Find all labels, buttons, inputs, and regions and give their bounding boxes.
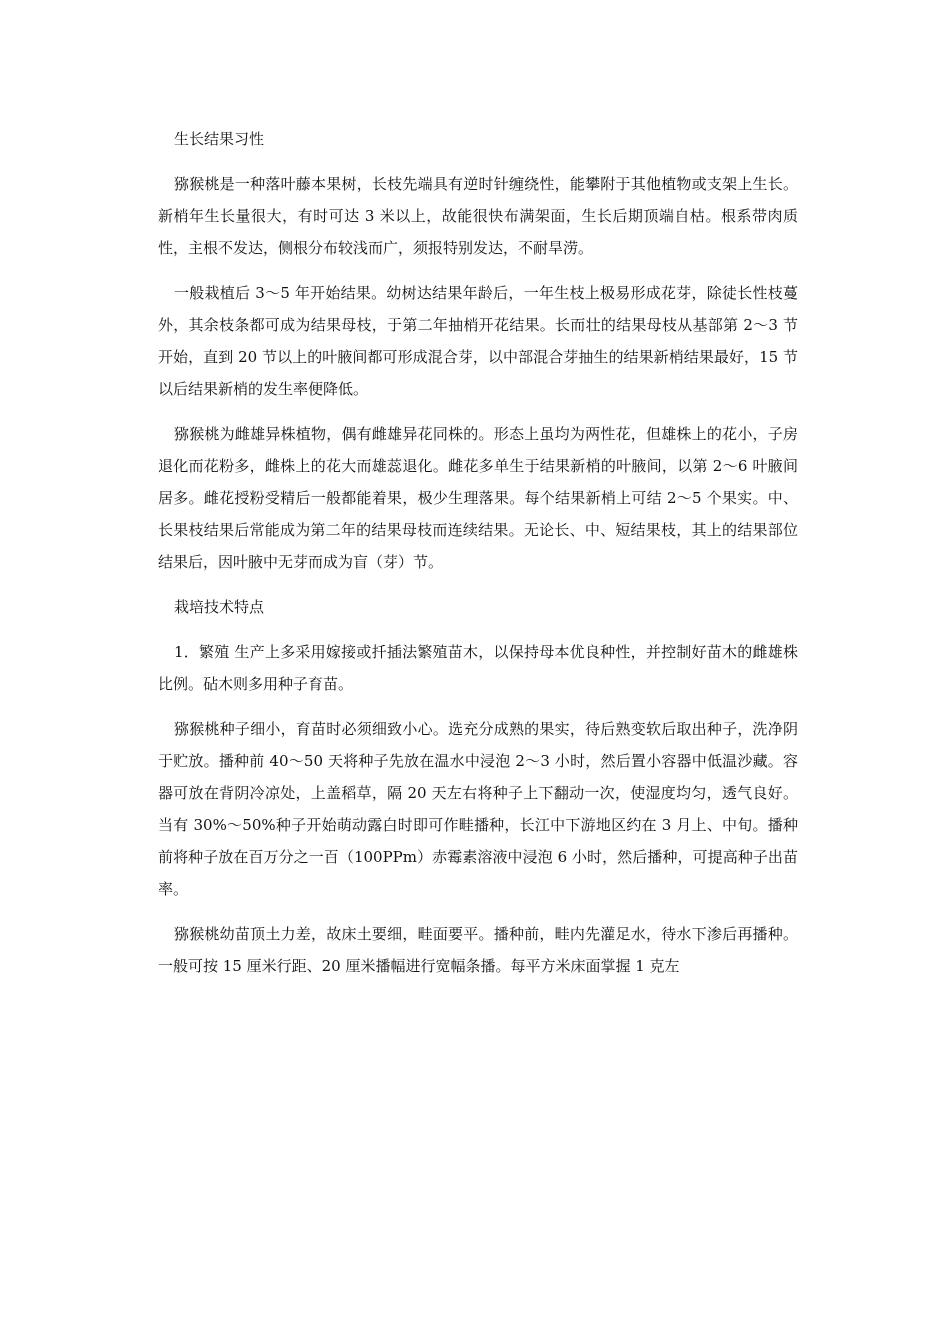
- paragraph: 猕猴桃幼苗顶土力差，故床土要细，畦面要平。播种前，畦内先灌足水，待水下渗后再播种。一般可按 15 厘米行距、20 厘米播幅进行宽幅条播。每平方米床面掌握 1 克左: [158, 925, 798, 975]
- document-page: [158, 123, 798, 995]
- paragraph: 猕猴桃种子细小，育苗时必须细致小心。选充分成熟的果实，待后熟变软后取出种子，洗净阴于贮放。播种前 40～50 天将种子先放在温水中浸泡 2～3 小时，然后置小容器中低温沙藏。容器可放在背阴冷凉处，上盖稻草，隔 20 天左右将种子上下翻动一次，使湿度均匀，透气良好。当有 30%～50%种子开始萌动露白时即可作畦播种，长江中下游地区约在 3 月上、中旬。播种前将种子放在百万分之一百（100PPm）赤霉素溶液中浸泡 6 小时，然后播种，可提高种子出苗率。: [158, 720, 798, 898]
- paragraph: 猕猴桃为雌雄异株植物，偶有雌雄异花同株的。形态上虽均为两性花，但雄株上的花小，子房退化而花粉多，雌株上的花大而雄蕊退化。雌花多单生于结果新梢的叶腋间，以第 2～6 叶腋间居多。雌花授粉受精后一般都能着果，极少生理落果。每个结果新梢上可结 2～5 个果实。中、长果枝结果后常能成为第二年的结果母枝而连续结果。无论长、中、短结果枝，其上的结果部位结果后，因叶腋中无芽而成为盲（芽）节。: [158, 425, 798, 571]
- paragraph: 一般栽植后 3～5 年开始结果。幼树达结果年龄后，一年生枝上极易形成花芽，除徒长性枝蔓外，其余枝条都可成为结果母枝，于第二年抽梢开花结果。长而壮的结果母枝从基部第 2～3 节开始，直到 20 节以上的叶腋间都可形成混合芽，以中部混合芽抽生的结果新梢结果最好，15 节以后结果新梢的发生率便降低。: [158, 284, 798, 398]
- section-heading: 生长结果习性: [174, 130, 265, 148]
- paragraph: 1．繁殖 生产上多采用嫁接或扦插法繁殖苗木，以保持母本优良种性，并控制好苗木的雌雄株比例。砧木则多用种子育苗。: [158, 643, 798, 693]
- paragraph: 猕猴桃是一种落叶藤本果树，长枝先端具有逆时针缠绕性，能攀附于其他植物或支架上生长。新梢年生长量很大，有时可达 3 米以上，故能很快布满架面，生长后期顶端自枯。根系带肉质性，主根不发达，侧根分布较浅而广，须报特别发达，不耐旱涝。: [158, 175, 798, 257]
- section-heading: 栽培技术特点: [174, 598, 265, 616]
